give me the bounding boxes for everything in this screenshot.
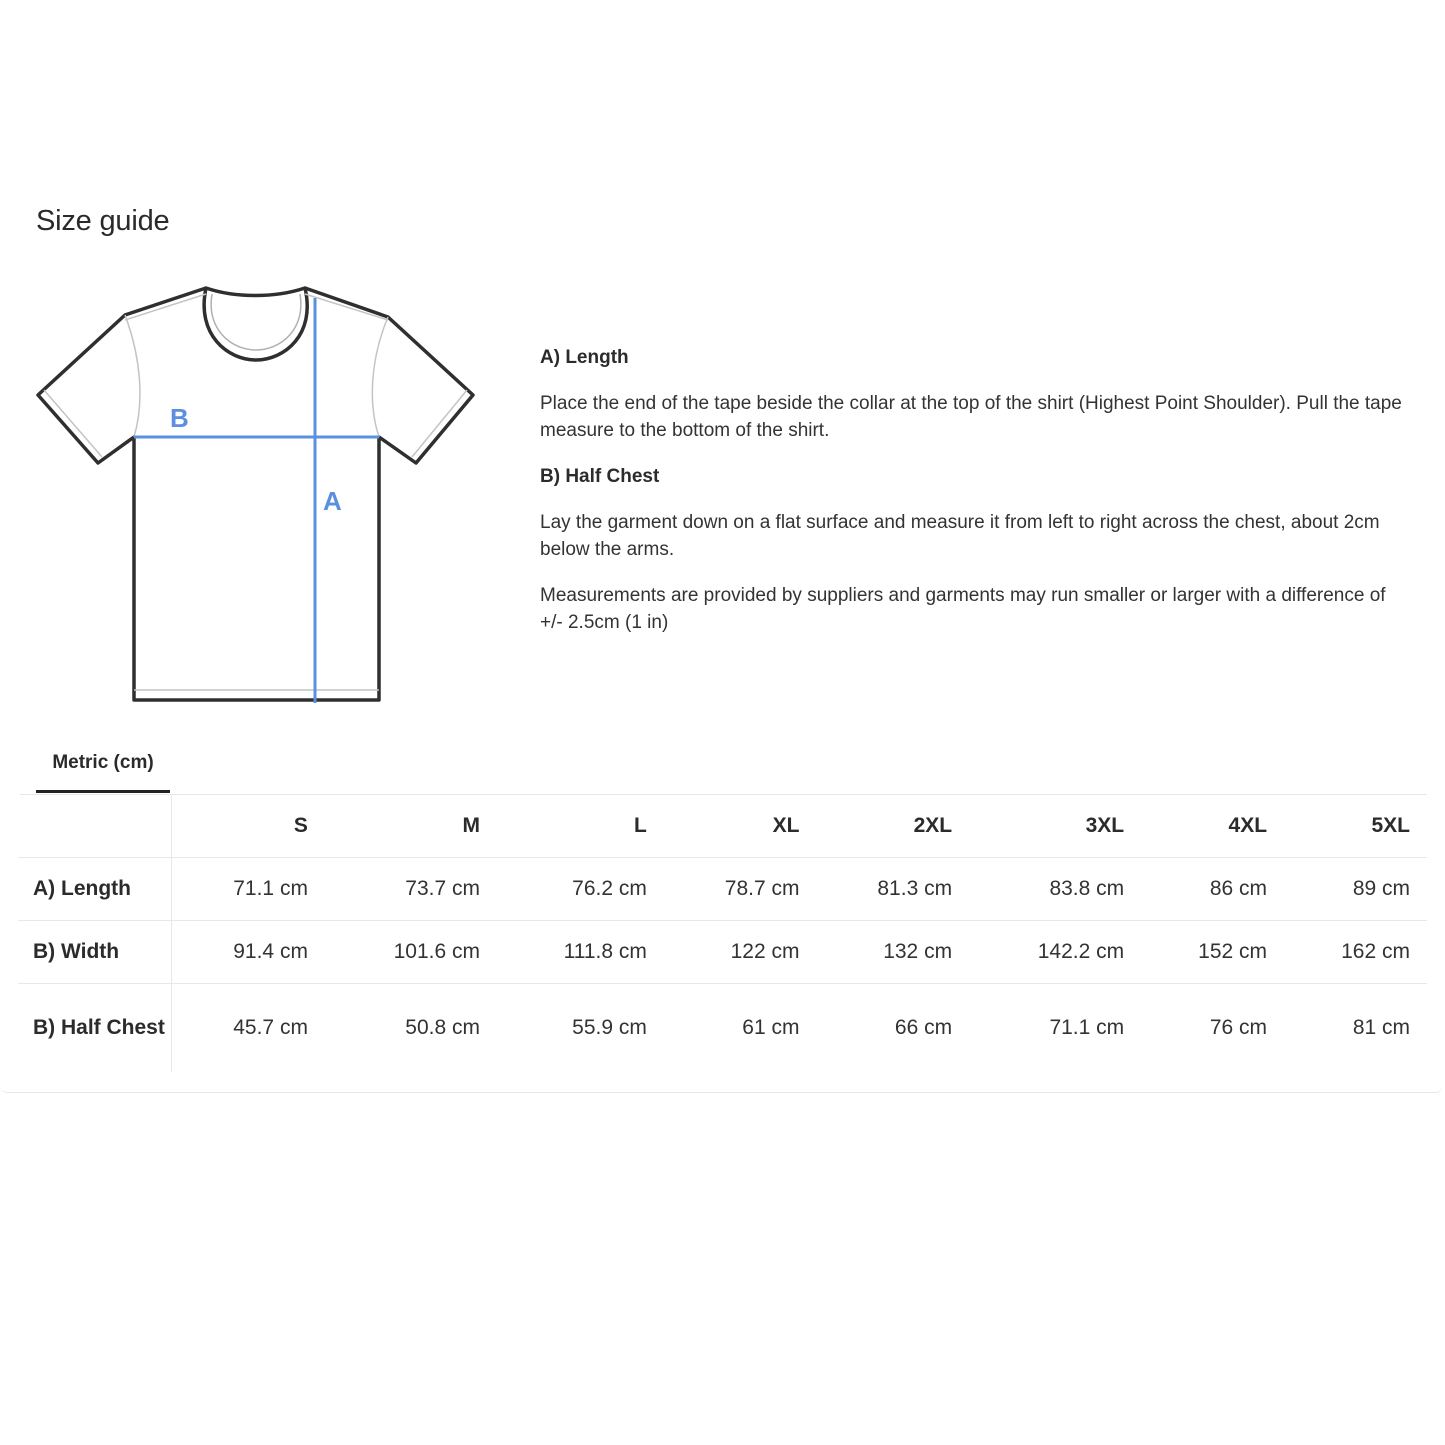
length-heading: A) Length (540, 347, 629, 368)
size-header: 5XL (1284, 795, 1427, 858)
table-cell: 76.2 cm (497, 858, 664, 921)
size-header: 4XL (1141, 795, 1284, 858)
row-label: B) Width (18, 921, 172, 984)
table-cell: 50.8 cm (405, 1016, 480, 1039)
table-cell: 89 cm (1284, 858, 1427, 921)
size-header: M (325, 795, 497, 858)
table-cell: 122 cm (664, 921, 817, 984)
page-title: Size guide (36, 205, 170, 237)
table-cell: 132 cm (816, 921, 969, 984)
table-row (18, 984, 1427, 1073)
chest-text: Lay the garment down on a flat surface and measure it from left to right across the chest, about 2cm below the arms. (540, 512, 1380, 560)
table-cell: 83.8 cm (969, 858, 1141, 921)
table-header-row (18, 795, 1427, 858)
tab-imperial[interactable] (170, 740, 360, 793)
size-header: XL (664, 795, 817, 858)
table-cell: 142.2 cm (969, 921, 1141, 984)
measurement-note: Measurements are provided by suppliers and garments may run smaller or larger with a difference of +/- 2.5cm (1 in) (540, 585, 1386, 633)
table-cell: 71.1 cm (172, 858, 325, 921)
table-cell: 61 cm (742, 1016, 800, 1039)
table-cell: 162 cm (1284, 921, 1427, 984)
row-label: A) Length (18, 858, 172, 921)
table-cell: 81 cm (1352, 1016, 1410, 1039)
table-cell: 73.7 cm (325, 858, 497, 921)
table-cell: 55.9 cm (572, 1016, 647, 1039)
table-row (18, 858, 1427, 921)
row-label: B) Half Chest (18, 984, 172, 1073)
table-cell: 91.4 cm (172, 921, 325, 984)
size-header: 3XL (969, 795, 1141, 858)
table-cell: 81.3 cm (816, 858, 969, 921)
length-text: Place the end of the tape beside the collar at the top of the shirt (Highest Point Shoulder). Pull the tape measure to the bottom of the shirt. (540, 393, 1402, 441)
table-row (18, 921, 1427, 984)
table-cell: 78.7 cm (664, 858, 817, 921)
table-cell: 45.7 cm (233, 1016, 308, 1039)
tshirt-diagram (30, 280, 480, 710)
measure-label-b: B (170, 403, 189, 433)
table-cell: 111.8 cm (497, 921, 664, 984)
table-corner-cell (18, 795, 172, 858)
size-header: S (172, 795, 325, 858)
table-cell: 76 cm (1209, 1016, 1268, 1039)
table-cell: 71.1 cm (1049, 1016, 1125, 1039)
unit-tabs (20, 740, 1427, 795)
measurement-instructions (540, 344, 1410, 655)
table-cell: 101.6 cm (325, 921, 497, 984)
size-header: L (497, 795, 664, 858)
chest-heading: B) Half Chest (540, 466, 660, 487)
measure-label-a: A (323, 486, 342, 516)
table-cell: 86 cm (1141, 858, 1284, 921)
tab-metric[interactable]: Metric (cm) (36, 740, 170, 793)
table-cell: 66 cm (894, 1016, 953, 1039)
size-table (18, 795, 1427, 1072)
size-header: 2XL (816, 795, 969, 858)
table-cell: 152 cm (1141, 921, 1284, 984)
